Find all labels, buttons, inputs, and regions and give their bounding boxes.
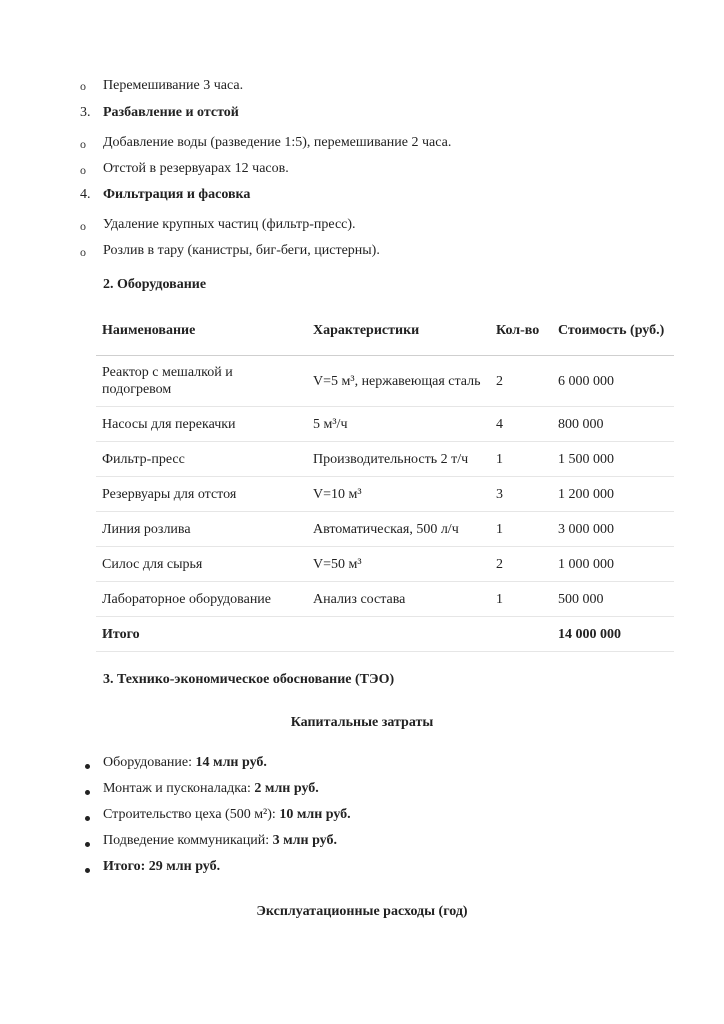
equipment-table: [96, 305, 674, 652]
list-bullet: o: [80, 79, 86, 93]
cell-name: Фильтр-пресс: [96, 442, 307, 477]
cell-spec: 5 м³/ч: [307, 407, 490, 442]
cell-name: Лабораторное оборудование: [96, 582, 307, 617]
list-item: Добавление воды (разведение 1:5), перемешивание 2 часа.: [103, 135, 452, 150]
list-bullet: [85, 764, 90, 769]
list-item: Розлив в тару (канистры, биг-беги, цистерны).: [103, 243, 380, 258]
cell-cost: 1 500 000: [552, 442, 674, 477]
cell-spec: V=50 м³: [307, 547, 490, 582]
capex-heading: Капитальные затраты: [290, 715, 434, 730]
cell-name: Резервуары для отстоя: [96, 477, 307, 512]
list-bullet: o: [80, 163, 86, 177]
step-number: 4.: [80, 187, 91, 202]
cell-cost: 1 000 000: [552, 547, 674, 582]
cell-qty: 2: [490, 547, 552, 582]
cell-cost: 3 000 000: [552, 512, 674, 547]
step-number: 3.: [80, 105, 91, 120]
table-row: [96, 477, 674, 512]
cell-name: Насосы для перекачки: [96, 407, 307, 442]
list-item: Удаление крупных частиц (фильтр-пресс).: [103, 217, 356, 232]
table-row: [96, 442, 674, 477]
capex-value: 10 млн руб.: [279, 807, 351, 822]
cell-cost: 6 000 000: [552, 356, 674, 407]
cell-spec: Анализ состава: [307, 582, 490, 617]
cell-cost: 1 200 000: [552, 477, 674, 512]
cell-qty: 1: [490, 512, 552, 547]
cell-qty: 1: [490, 582, 552, 617]
cell-qty: 2: [490, 356, 552, 407]
header-qty: Кол-во: [490, 305, 552, 356]
cell-name: Силос для сырья: [96, 547, 307, 582]
list-item: Перемешивание 3 часа.: [103, 78, 244, 93]
cell-spec: V=5 м³, нержавеющая сталь: [307, 356, 490, 407]
cell-qty: 3: [490, 477, 552, 512]
capex-item: Подведение коммуникаций: 3 млн руб.: [103, 833, 337, 848]
section-heading: 2. Оборудование: [103, 277, 207, 292]
capex-value: 14 млн руб.: [195, 755, 267, 770]
cell-qty: 1: [490, 442, 552, 477]
header-spec: Характеристики: [307, 305, 490, 356]
cell-cost: 500 000: [552, 582, 674, 617]
table-row: [96, 512, 674, 547]
capex-item: Строительство цеха (500 м²): 10 млн руб.: [103, 807, 351, 822]
table-header-row: [96, 305, 674, 356]
list-bullet: o: [80, 137, 86, 151]
list-bullet: [85, 816, 90, 821]
section-heading: 3. Технико-экономическое обоснование (ТЭО): [103, 672, 395, 687]
capex-total: Итого: 29 млн руб.: [103, 859, 221, 874]
list-bullet: [85, 790, 90, 795]
list-bullet: o: [80, 219, 86, 233]
list-bullet: [85, 842, 90, 847]
total-label: Итого: [96, 617, 307, 652]
step-title: Фильтрация и фасовка: [103, 187, 251, 202]
list-bullet: o: [80, 245, 86, 259]
cell-spec: Автоматическая, 500 л/ч: [307, 512, 490, 547]
cell-name: Линия розлива: [96, 512, 307, 547]
header-cost: Стоимость (руб.): [552, 305, 674, 356]
total-cost: 14 000 000: [552, 617, 674, 652]
table-row: [96, 547, 674, 582]
list-item: Отстой в резервуарах 12 часов.: [103, 161, 289, 176]
cell-cost: 800 000: [552, 407, 674, 442]
capex-item: Монтаж и пусконаладка: 2 млн руб.: [103, 781, 319, 796]
capex-value: 2 млн руб.: [254, 781, 319, 796]
step-title: Разбавление и отстой: [103, 105, 239, 120]
opex-heading: Эксплуатационные расходы (год): [256, 904, 468, 919]
cell-qty: 4: [490, 407, 552, 442]
table-row: [96, 582, 674, 617]
capex-item: Оборудование: 14 млн руб.: [103, 755, 267, 770]
table-total-row: [96, 617, 674, 652]
table-row: [96, 407, 674, 442]
cell-name: Реактор с мешалкой и подогревом: [96, 356, 307, 407]
table-row: [96, 356, 674, 407]
header-name: Наименование: [96, 305, 307, 356]
cell-spec: V=10 м³: [307, 477, 490, 512]
cell-spec: Производительность 2 т/ч: [307, 442, 490, 477]
capex-value: 3 млн руб.: [272, 833, 337, 848]
list-bullet: [85, 868, 90, 873]
